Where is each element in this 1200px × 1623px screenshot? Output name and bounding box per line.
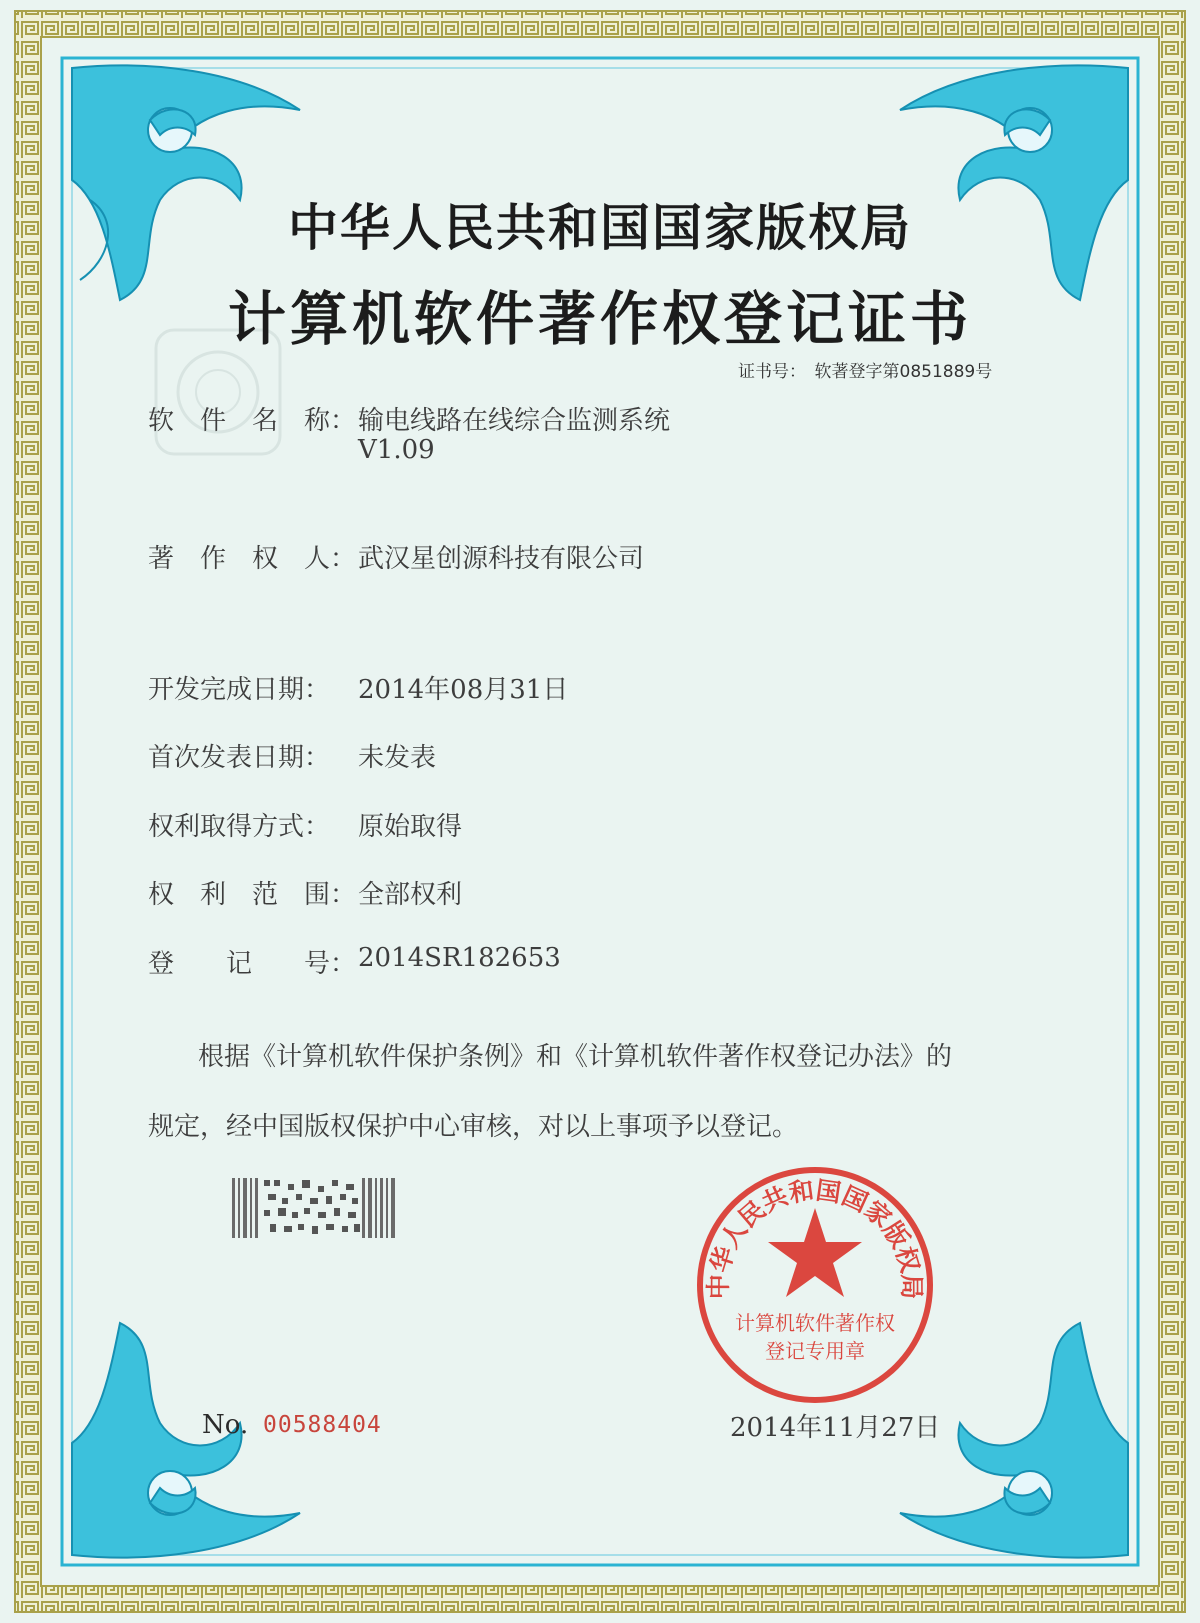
owner-value: 武汉星创源科技有限公司 — [358, 544, 645, 574]
corner-ornament-top-left — [72, 65, 300, 300]
barcode — [232, 1178, 402, 1238]
seal-outer-text: 中华人民共和国国家版权局 — [703, 1175, 927, 1300]
dev-date-label: 开发完成日期： — [148, 675, 331, 705]
seal-inner-line-2: 登记专用章 — [765, 1339, 865, 1363]
certificate-number: 证书号： 软著登字第0851889号 — [738, 362, 993, 382]
official-seal — [690, 1160, 940, 1410]
statement-line-1: 根据《计算机软件保护条例》和《计算机软件著作权登记办法》的 — [198, 1042, 953, 1072]
pub-date-label: 首次发表日期： — [148, 743, 331, 773]
software-version-value: V1.09 — [358, 435, 435, 465]
rights-method-label: 权利取得方式： — [148, 812, 331, 842]
serial-number-label: No. — [202, 1410, 249, 1440]
dev-date-value: 2014年08月31日 — [358, 675, 569, 705]
reg-number-label: 登 记 号： — [148, 949, 357, 979]
rights-method-value: 原始取得 — [358, 812, 463, 842]
serial-number-value: 00588404 — [263, 1412, 382, 1438]
corner-ornament-bottom-left — [72, 1323, 300, 1558]
pub-date-value: 未发表 — [358, 743, 437, 773]
certificate-title: 计算机软件著作权登记证书 — [227, 285, 972, 353]
seal-inner-line-1: 计算机软件著作权 — [735, 1311, 895, 1335]
rights-scope-label: 权 利 范 围： — [148, 880, 357, 910]
statement-line-2: 规定，经中国版权保护中心审核，对以上事项予以登记。 — [148, 1112, 799, 1142]
reg-number-value: 2014SR182653 — [358, 943, 561, 973]
rights-scope-value: 全部权利 — [358, 880, 463, 910]
software-name-label: 软 件 名 称： — [148, 406, 357, 436]
issue-date: 2014年11月27日 — [730, 1413, 941, 1443]
owner-label: 著 作 权 人： — [148, 544, 357, 574]
software-name-value: 输电线路在线综合监测系统 — [358, 406, 671, 436]
corner-ornament-top-right — [900, 65, 1128, 300]
issuing-authority: 中华人民共和国国家版权局 — [288, 199, 912, 257]
